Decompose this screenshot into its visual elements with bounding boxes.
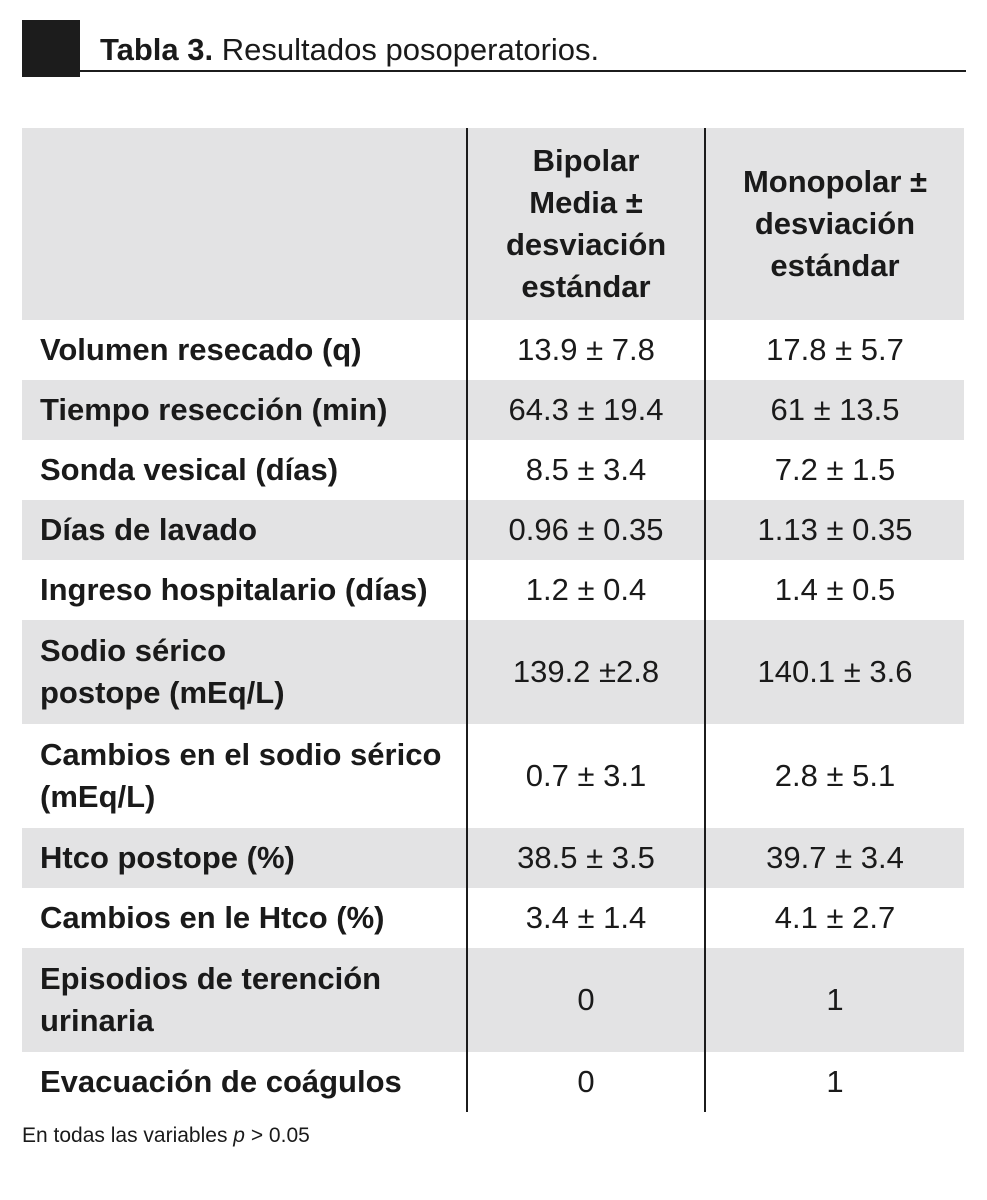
- monopolar-value: 1.4 ± 0.5: [774, 572, 896, 607]
- bipolar-value: 8.5 ± 3.4: [467, 440, 705, 500]
- monopolar-value: 17.8 ± 5.7: [766, 332, 904, 367]
- bipolar-value: 0: [467, 948, 705, 1052]
- monopolar-value: 140.1 ± 3.6: [705, 620, 964, 724]
- monopolar-value: 1: [705, 948, 964, 1052]
- bipolar-value: 13.9 ± 7.8: [467, 320, 705, 380]
- header-bipolar: Bipolar Media ± desviación estándar: [467, 128, 705, 320]
- table-title: [100, 30, 599, 70]
- row-label: Cambios en le Htco (%): [40, 900, 385, 935]
- monopolar-value: 61 ± 13.5: [705, 380, 964, 440]
- table-header-row: [22, 128, 964, 320]
- monopolar-value: 39.7 ± 3.4: [705, 828, 964, 888]
- row-label: Tiempo resección (min): [22, 380, 467, 440]
- header-empty: [22, 128, 467, 320]
- row-label: Cambios en el sodio sérico (mEq/L): [40, 737, 442, 814]
- title-marker-block: [22, 20, 80, 77]
- row-label: Ingreso hospitalario (días): [40, 572, 428, 607]
- results-table: [22, 128, 964, 1112]
- row-label: Htco postope (%): [22, 828, 467, 888]
- row-label: Evacuación de coágulos: [40, 1064, 402, 1099]
- table-row: [22, 888, 964, 948]
- monopolar-value: 2.8 ± 5.1: [774, 758, 896, 793]
- table-row: [22, 320, 964, 380]
- header-monopolar: Monopolar ± desviación estándar: [705, 128, 964, 320]
- bipolar-value: 0.7 ± 3.1: [467, 724, 705, 828]
- row-label: Episodios de terención urinaria: [22, 948, 467, 1052]
- table-row: [22, 948, 964, 1052]
- footnote-suffix: > 0.05: [250, 1124, 310, 1147]
- bipolar-value: 1.2 ± 0.4: [467, 560, 705, 620]
- bipolar-value: 64.3 ± 19.4: [467, 380, 705, 440]
- title-rule: [80, 70, 966, 72]
- monopolar-value: 1: [826, 1064, 844, 1099]
- footnote-variable: p: [233, 1124, 245, 1147]
- table-title-text: Resultados posoperatorios.: [221, 32, 600, 67]
- footnote-prefix: En todas las variables: [22, 1124, 228, 1147]
- row-label: Sodio sérico postope (mEq/L): [22, 620, 467, 724]
- table-row: [22, 620, 964, 724]
- monopolar-value: 1.13 ± 0.35: [705, 500, 964, 560]
- row-label: Sonda vesical (días): [40, 452, 339, 487]
- table-row: [22, 1052, 964, 1112]
- table-row: [22, 380, 964, 440]
- bipolar-value: 3.4 ± 1.4: [467, 888, 705, 948]
- bipolar-value: 139.2 ±2.8: [467, 620, 705, 724]
- table-row: [22, 500, 964, 560]
- table-row: [22, 560, 964, 620]
- table-footnote: [22, 1122, 310, 1150]
- table-row: [22, 828, 964, 888]
- table-row: [22, 440, 964, 500]
- monopolar-value: 4.1 ± 2.7: [774, 900, 896, 935]
- row-label: Volumen resecado (q): [40, 332, 362, 367]
- bipolar-value: 0.96 ± 0.35: [467, 500, 705, 560]
- bipolar-value: 38.5 ± 3.5: [467, 828, 705, 888]
- table-title-label: Tabla 3.: [100, 32, 214, 67]
- monopolar-value: 7.2 ± 1.5: [774, 452, 896, 487]
- table-row: [22, 724, 964, 828]
- bipolar-value: 0: [467, 1052, 705, 1112]
- row-label: Días de lavado: [22, 500, 467, 560]
